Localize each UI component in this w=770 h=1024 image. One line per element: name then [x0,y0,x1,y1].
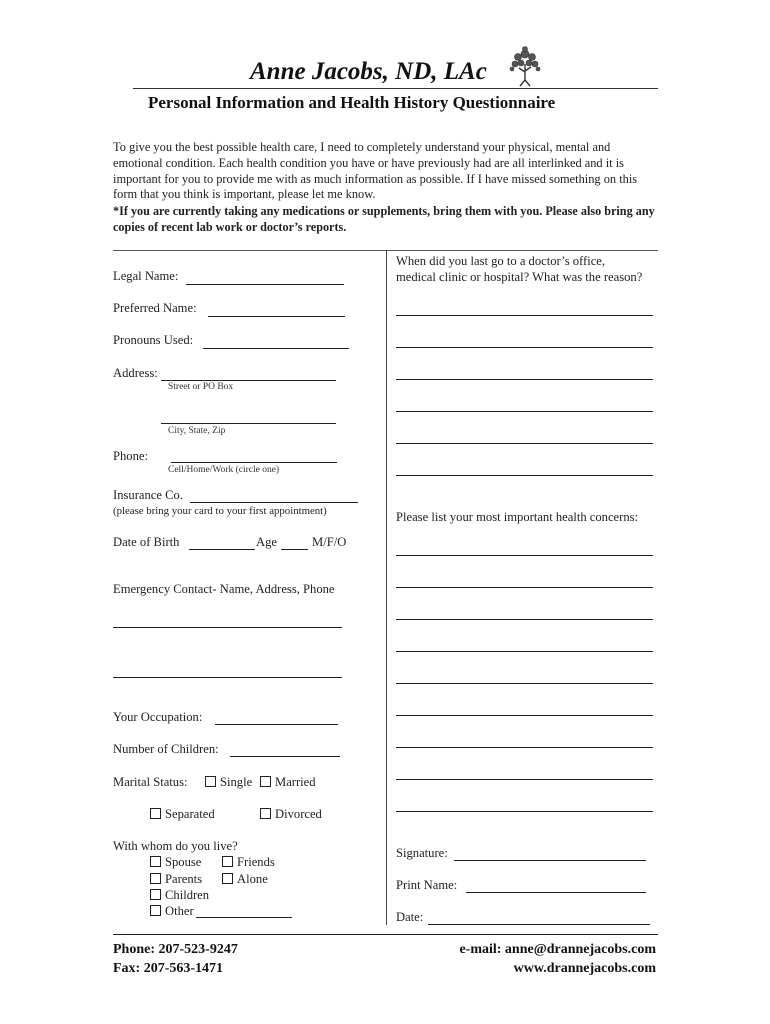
doctor-visit-question-line1: When did you last go to a doctor’s office, [396,254,606,268]
phone-hint: Cell/Home/Work (circle one) [168,465,280,475]
occupation-label: Your Occupation: [113,710,203,724]
title-rule [133,88,658,89]
alone-label: Alone [237,872,268,886]
emergency-field-1[interactable] [113,627,342,628]
emergency-field-2[interactable] [113,677,342,678]
single-label: Single [220,775,253,789]
doctor-visit-field-4[interactable] [396,411,653,412]
date-field[interactable] [428,924,650,925]
occupation-field[interactable] [215,724,338,725]
doctor-visit-field-5[interactable] [396,443,653,444]
print-name-label: Print Name: [396,878,458,892]
checkbox[interactable] [150,889,161,900]
separated-label: Separated [165,807,215,821]
divorced-label: Divorced [275,807,322,821]
preferred-name-label: Preferred Name: [113,301,197,315]
live-friends-option[interactable] [222,855,275,870]
footer-website[interactable]: www.drannejacobs.com [513,961,656,976]
practitioner-name: Anne Jacobs, ND, LAc [250,58,487,85]
tree-logo-icon [505,44,545,88]
dob-field[interactable] [189,549,255,550]
live-with-label: With whom do you live? [113,839,238,853]
children-count-label: Number of Children: [113,742,219,756]
pronouns-label: Pronouns Used: [113,333,194,347]
friends-label: Friends [237,855,275,869]
street-hint: Street or PO Box [168,382,234,392]
live-alone-option[interactable] [222,872,268,887]
concerns-field-9[interactable] [396,811,653,812]
legal-name-label: Legal Name: [113,269,179,283]
checkbox[interactable] [150,873,161,884]
health-concerns-label: Please list your most important health concerns: [396,510,639,524]
checkbox[interactable] [150,856,161,867]
doctor-visit-field-1[interactable] [396,315,653,316]
intro-paragraph: To give you the best possible health care, I need to completely understand your physical, mental and emotional condition. Each health condition you have or have previously had are all interlinked and it is important for you to provide me with as much information as possible. If I have missed something on this form that you think is important, please let me know. [113,140,638,202]
print-name-field[interactable] [466,892,646,893]
age-label: Age [256,535,277,549]
live-other-option[interactable] [150,904,194,919]
preferred-name-field[interactable] [208,316,345,317]
city-hint: City, State, Zip [168,426,226,436]
checkbox[interactable] [150,905,161,916]
concerns-field-6[interactable] [396,715,653,716]
age-field[interactable] [281,549,308,550]
marital-divorced-option[interactable] [260,807,322,822]
concerns-field-8[interactable] [396,779,653,780]
live-spouse-option[interactable] [150,855,201,870]
children-label: Children [165,888,210,902]
signature-label: Signature: [396,846,448,860]
checkbox[interactable] [222,856,233,867]
footer-divider [113,934,658,935]
footer-phone: Phone: 207-523-9247 [113,942,238,957]
column-divider [386,250,387,925]
checkbox[interactable] [205,776,216,787]
sex-options[interactable]: M/F/O [312,535,347,549]
spouse-label: Spouse [165,855,202,869]
address-label: Address: [113,366,158,380]
date-label: Date: [396,910,424,924]
phone-label: Phone: [113,449,148,463]
legal-name-field[interactable] [186,284,344,285]
concerns-field-2[interactable] [396,587,653,588]
form-title: Personal Information and Health History Questionnaire [148,93,556,112]
emergency-contact-label: Emergency Contact- Name, Address, Phone [113,582,335,596]
insurance-label: Insurance Co. [113,488,183,502]
doctor-visit-field-3[interactable] [396,379,653,380]
footer-email[interactable]: e-mail: anne@drannejacobs.com [459,942,656,957]
dob-label: Date of Birth [113,535,180,549]
checkbox[interactable] [150,808,161,819]
marital-married-option[interactable] [260,775,316,790]
live-children-option[interactable] [150,888,209,903]
signature-field[interactable] [454,860,646,861]
concerns-field-3[interactable] [396,619,653,620]
children-count-field[interactable] [230,756,340,757]
concerns-field-4[interactable] [396,651,653,652]
medication-note: *If you are currently taking any medications or supplements, bring them with you. Please also bring any copies of recent lab work or doctor’s reports. [113,204,655,234]
checkbox[interactable] [260,776,271,787]
parents-label: Parents [165,872,203,886]
concerns-field-1[interactable] [396,555,653,556]
phone-field[interactable] [171,462,337,463]
other-label: Other [165,904,194,918]
doctor-visit-field-6[interactable] [396,475,653,476]
doctor-visit-field-2[interactable] [396,347,653,348]
insurance-field[interactable] [190,502,358,503]
street-field[interactable] [161,380,336,381]
pronouns-field[interactable] [203,348,349,349]
marital-single-option[interactable] [205,775,252,790]
concerns-field-5[interactable] [396,683,653,684]
live-parents-option[interactable] [150,872,202,887]
checkbox[interactable] [260,808,271,819]
other-field[interactable] [196,917,292,918]
married-label: Married [275,775,316,789]
city-field[interactable] [161,423,336,424]
checkbox[interactable] [222,873,233,884]
doctor-visit-question-line2: medical clinic or hospital? What was the reason? [396,270,643,284]
insurance-hint: (please bring your card to your first appointment) [113,505,327,517]
marital-status-label: Marital Status: [113,775,188,789]
marital-separated-option[interactable] [150,807,215,822]
footer-fax: Fax: 207-563-1471 [113,961,224,976]
concerns-field-7[interactable] [396,747,653,748]
